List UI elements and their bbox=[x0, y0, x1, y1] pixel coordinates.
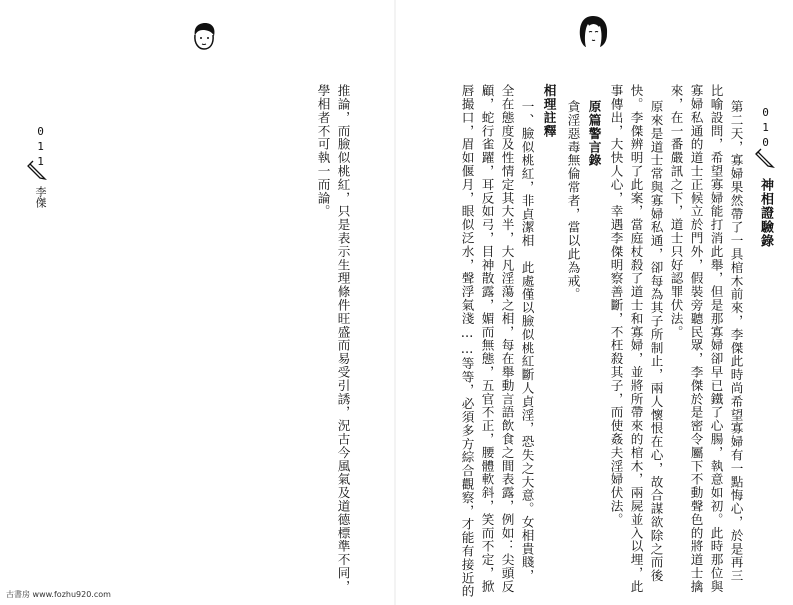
footer-watermark: 古書房 www.fozhu920.com bbox=[6, 590, 111, 599]
text-column: 第二天，寡婦果然帶了一具棺木前來，李傑此時尚希望寡婦有一點悔心，於是再三 bbox=[728, 100, 744, 583]
text-column: 事傳出，大快人心，幸遇李傑明察善斷，不枉殺其子，而使姦夫淫婦伏法。 bbox=[608, 84, 624, 527]
text-column: 原來是道士常與寡婦私通，卻每為其子所制止，兩人懷恨在心，故合謀欲除之而後 bbox=[648, 100, 664, 583]
section-heading: 原篇警言錄 bbox=[586, 100, 602, 167]
text-column: 寡婦私通的道士正候立於門外，假裝旁聽民眾，李傑於是密令屬下不動聲色的將道士擒 bbox=[688, 84, 704, 594]
book-title: 神相證驗錄 bbox=[758, 178, 773, 248]
man-face-illustration bbox=[190, 22, 218, 50]
pen-icon bbox=[754, 148, 776, 170]
text-column: 一、臉似桃紅，非貞潔相 此處僅以臉似桃紅斷人貞淫，恐失之大意。女相貴賤， bbox=[519, 100, 535, 583]
text-column: 快。李傑辨明了此案，當庭杖殺了道士和寡婦，並將所帶來的棺木，兩屍並入以埋，此 bbox=[628, 84, 644, 594]
text-column: 學相者不可執一而論。 bbox=[315, 84, 331, 218]
left-page bbox=[0, 0, 396, 605]
text-column: 貪淫惡毒無倫常者，當以此為戒。 bbox=[565, 100, 581, 301]
section-heading: 相理註釋 bbox=[541, 84, 557, 138]
author-name: 李傑 bbox=[34, 186, 47, 208]
text-column: 全在態度及性情定其大半，大凡淫蕩之相，每在舉動言語飲食之間表露，例如：尖頭反 bbox=[499, 84, 515, 594]
right-page bbox=[396, 0, 793, 605]
pen-icon bbox=[26, 160, 48, 182]
page-number: 010 bbox=[759, 106, 772, 151]
text-column: 唇撮口，眉如偃月，眼似泛水，聲浮氣淺……等等，必須多方綜合觀察，才能有接近的 bbox=[459, 84, 475, 598]
text-column: 顧，蛇行雀躍，耳反如弓，目神散露，媚而無態，五官不正，腰體軟斜，笑而不定，掀 bbox=[479, 84, 495, 594]
woman-face-illustration bbox=[576, 14, 610, 48]
text-column: 來，在一番嚴訊之下，道士只好認罪伏法。 bbox=[668, 84, 684, 339]
text-column: 比喻設問，希望寡婦能打消此舉，但是那寡婦卻早已鐵了心腸，執意如初。此時那位與 bbox=[708, 84, 724, 594]
text-column: 推論，而臉似桃紅，只是表示生理條件旺盛而易受引誘，況古今風氣及道德標準不同， bbox=[335, 84, 351, 594]
page-number: 011 bbox=[34, 125, 47, 170]
